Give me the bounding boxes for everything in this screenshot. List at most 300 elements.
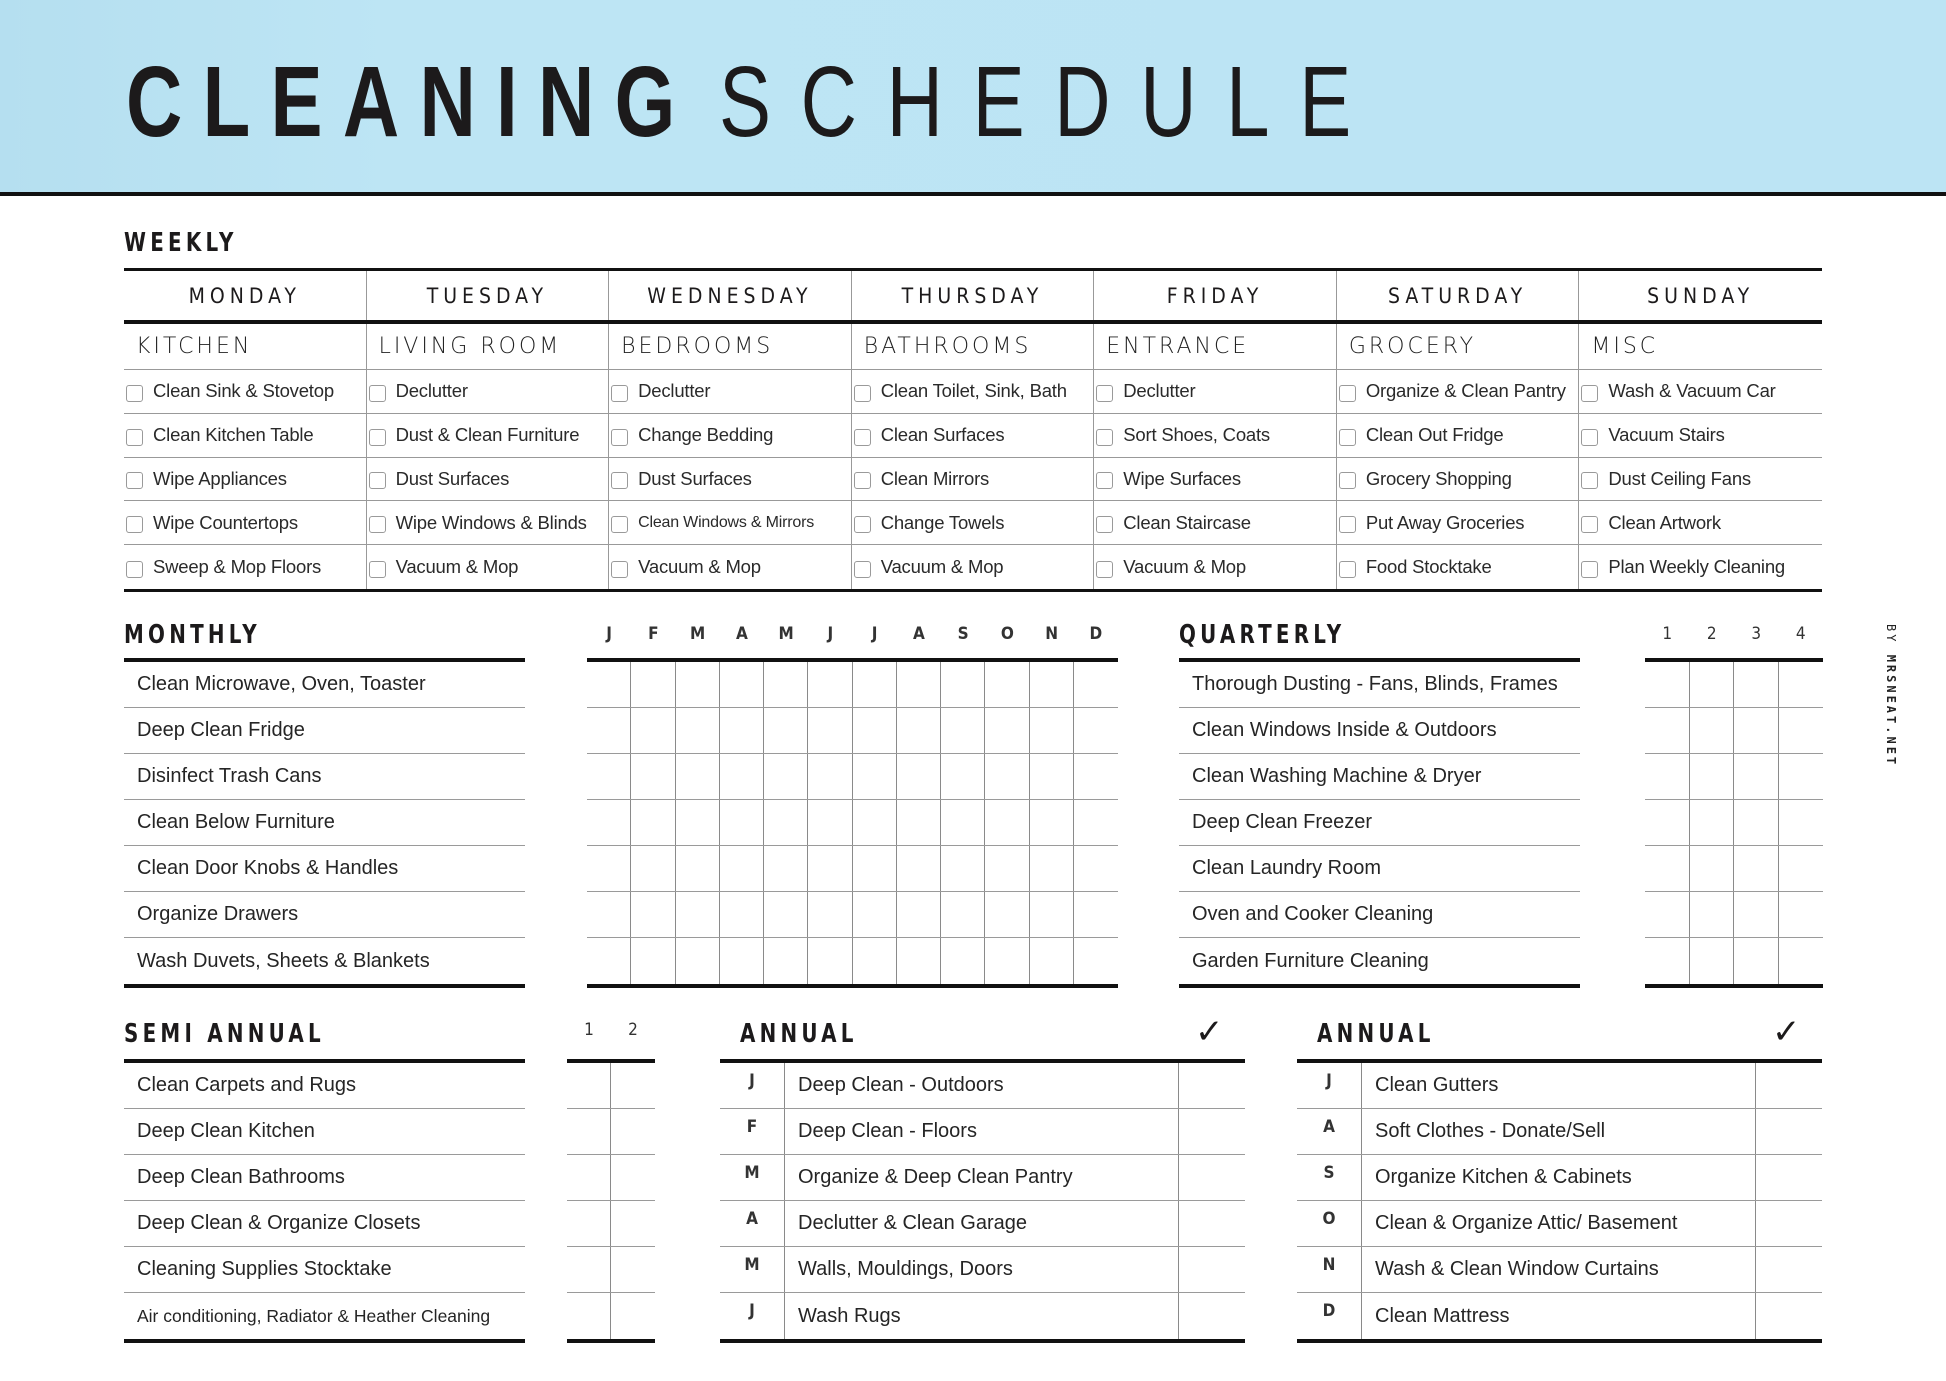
checkoff-cell[interactable] xyxy=(587,800,631,845)
day-label: WEDNESDAY xyxy=(647,283,813,308)
checkoff-cell[interactable] xyxy=(808,662,852,707)
category-label: BEDROOMS xyxy=(621,334,774,359)
checkoff-cell[interactable] xyxy=(611,1247,655,1292)
checkoff-cell[interactable] xyxy=(1690,662,1735,707)
checkoff-cell[interactable] xyxy=(1690,938,1735,984)
task-checkbox[interactable] xyxy=(854,385,871,402)
checkoff-cell[interactable] xyxy=(676,892,720,937)
checkoff-cell[interactable] xyxy=(764,846,808,891)
checkoff-cell[interactable] xyxy=(611,1063,655,1108)
task-checkbox[interactable] xyxy=(1581,385,1598,402)
task-checkbox[interactable] xyxy=(1339,429,1356,446)
category-cell xyxy=(1579,324,1822,369)
task-checkbox[interactable] xyxy=(369,385,386,402)
checkoff-cell[interactable] xyxy=(853,708,897,753)
checkoff-cell[interactable] xyxy=(720,800,764,845)
checkoff-cell[interactable] xyxy=(587,892,631,937)
checkoff-cell[interactable] xyxy=(853,938,897,984)
quarterly-checkoff-grid xyxy=(1645,658,1823,988)
checkoff-cell[interactable] xyxy=(611,1201,655,1246)
checkoff-cell[interactable] xyxy=(764,938,808,984)
task-label: Wash Rugs xyxy=(785,1293,1179,1339)
month-label: A xyxy=(720,1201,785,1246)
checkoff-cell[interactable] xyxy=(631,662,675,707)
list-item: Organize Drawers xyxy=(124,892,525,938)
task-label: Organize & Deep Clean Pantry xyxy=(785,1155,1179,1200)
task-cell xyxy=(609,545,852,589)
title-light-word: SCHEDULE xyxy=(718,46,1381,158)
checkoff-cell[interactable] xyxy=(985,662,1029,707)
list-item: Deep Clean & Organize Closets xyxy=(124,1201,525,1247)
checkoff-cell[interactable] xyxy=(587,662,631,707)
day-header-cell xyxy=(1094,271,1337,320)
annual-section-title-1: ANNUAL xyxy=(740,1019,858,1049)
checkoff-cell[interactable] xyxy=(587,846,631,891)
checkoff-cell[interactable] xyxy=(941,708,985,753)
list-item: Clean Door Knobs & Handles xyxy=(124,846,525,892)
checkoff-cell[interactable] xyxy=(985,938,1029,984)
task-label: Declutter xyxy=(1123,380,1196,402)
checkoff-cell[interactable] xyxy=(897,892,941,937)
task-cell xyxy=(367,458,610,501)
task-checkbox[interactable] xyxy=(126,472,143,489)
task-checkbox[interactable] xyxy=(854,516,871,533)
category-cell xyxy=(609,324,852,369)
checkoff-cell[interactable] xyxy=(985,754,1029,799)
semi-annual-labels xyxy=(567,1020,655,1040)
checkoff-cell[interactable] xyxy=(587,754,631,799)
category-cell xyxy=(1337,324,1580,369)
checkoff-cell[interactable] xyxy=(764,708,808,753)
table-row xyxy=(720,1155,1245,1201)
checkoff-cell[interactable] xyxy=(985,846,1029,891)
checkoff-cell[interactable] xyxy=(1690,846,1735,891)
task-checkbox[interactable] xyxy=(369,472,386,489)
check-cell[interactable] xyxy=(1179,1063,1245,1108)
checkoff-cell[interactable] xyxy=(1645,846,1690,891)
table-row xyxy=(1297,1109,1822,1155)
category-cell xyxy=(367,324,610,369)
task-checkbox[interactable] xyxy=(1581,429,1598,446)
task-label: Wipe Countertops xyxy=(153,511,298,533)
checkoff-cell[interactable] xyxy=(1074,800,1118,845)
checkoff-cell[interactable] xyxy=(1074,662,1118,707)
task-label: Wipe Windows & Blinds xyxy=(395,511,587,533)
grid-row xyxy=(567,1201,655,1247)
column-label: A xyxy=(735,624,748,644)
task-checkbox[interactable] xyxy=(1339,385,1356,402)
checkoff-cell[interactable] xyxy=(897,846,941,891)
category-label: KITCHEN xyxy=(136,334,253,359)
task-checkbox[interactable] xyxy=(611,429,628,446)
checkoff-cell[interactable] xyxy=(1030,708,1074,753)
grid-row xyxy=(1645,754,1823,800)
task-label: Dust Surfaces xyxy=(638,467,752,489)
checkoff-cell[interactable] xyxy=(1734,938,1779,984)
checkoff-cell[interactable] xyxy=(1690,754,1735,799)
checkoff-cell[interactable] xyxy=(1690,892,1735,937)
day-label: SATURDAY xyxy=(1388,283,1528,308)
checkoff-cell[interactable] xyxy=(1690,708,1735,753)
task-checkbox[interactable] xyxy=(126,516,143,533)
grid-row xyxy=(1645,846,1823,892)
checkoff-cell[interactable] xyxy=(1779,846,1824,891)
checkoff-cell[interactable] xyxy=(1074,892,1118,937)
checkoff-cell[interactable] xyxy=(1734,754,1779,799)
checkoff-cell[interactable] xyxy=(941,938,985,984)
checkoff-cell[interactable] xyxy=(631,938,675,984)
grid-row xyxy=(587,662,1118,708)
column-label: M xyxy=(778,624,794,644)
checkoff-cell[interactable] xyxy=(1779,938,1824,984)
checkoff-cell[interactable] xyxy=(720,662,764,707)
weekly-task-row xyxy=(124,501,1822,545)
checkoff-cell[interactable] xyxy=(1030,754,1074,799)
table-row xyxy=(720,1247,1245,1293)
grid-row xyxy=(587,708,1118,754)
task-label: Clean Surfaces xyxy=(880,424,1005,446)
column-label: F xyxy=(648,624,659,644)
checkoff-cell[interactable] xyxy=(1645,754,1690,799)
checkoff-cell[interactable] xyxy=(941,846,985,891)
column-label: J xyxy=(827,624,834,644)
day-label: MONDAY xyxy=(188,283,301,308)
checkoff-cell[interactable] xyxy=(764,892,808,937)
checkoff-cell[interactable] xyxy=(1734,800,1779,845)
checkoff-cell[interactable] xyxy=(676,846,720,891)
grid-row xyxy=(567,1063,655,1109)
checkoff-cell[interactable] xyxy=(1030,662,1074,707)
task-cell xyxy=(367,414,610,457)
list-item: Air conditioning, Radiator & Heather Cleaning xyxy=(137,1305,491,1326)
task-label: Sweep & Mop Floors xyxy=(153,556,322,578)
grid-row xyxy=(1645,938,1823,984)
task-cell xyxy=(1094,545,1337,589)
checkoff-cell[interactable] xyxy=(1645,800,1690,845)
column-label: 3 xyxy=(1751,624,1762,644)
checkoff-cell[interactable] xyxy=(1074,846,1118,891)
task-label: Walls, Mouldings, Doors xyxy=(785,1247,1179,1292)
task-cell xyxy=(367,370,610,413)
checkoff-cell[interactable] xyxy=(567,1063,611,1108)
grid-row xyxy=(1645,892,1823,938)
checkoff-cell[interactable] xyxy=(1074,754,1118,799)
annual-section-title-2: ANNUAL xyxy=(1317,1019,1435,1049)
checkoff-cell[interactable] xyxy=(1690,800,1735,845)
checkoff-cell[interactable] xyxy=(1030,938,1074,984)
table-row xyxy=(1297,1155,1822,1201)
check-cell[interactable] xyxy=(1179,1293,1245,1339)
task-label: Food Stocktake xyxy=(1365,556,1492,578)
checkoff-cell[interactable] xyxy=(1734,662,1779,707)
task-checkbox[interactable] xyxy=(1339,561,1356,578)
task-checkbox[interactable] xyxy=(126,561,143,578)
weekly-table xyxy=(124,268,1822,592)
task-checkbox[interactable] xyxy=(611,561,628,578)
task-checkbox[interactable] xyxy=(369,516,386,533)
checkoff-cell[interactable] xyxy=(764,662,808,707)
checkoff-cell[interactable] xyxy=(1779,754,1824,799)
checkoff-cell[interactable] xyxy=(1074,708,1118,753)
category-label: MISC xyxy=(1591,334,1659,359)
grid-row xyxy=(567,1293,655,1339)
list-item: Thorough Dusting - Fans, Blinds, Frames xyxy=(1179,662,1580,708)
task-checkbox[interactable] xyxy=(1096,385,1113,402)
task-cell xyxy=(124,370,367,413)
task-cell xyxy=(609,370,852,413)
checkoff-cell[interactable] xyxy=(676,800,720,845)
task-checkbox[interactable] xyxy=(1581,516,1598,533)
list-item: Clean Laundry Room xyxy=(1179,846,1580,892)
task-label: Clean Mirrors xyxy=(880,467,990,489)
checkoff-cell[interactable] xyxy=(611,1109,655,1154)
check-cell[interactable] xyxy=(1179,1155,1245,1200)
task-checkbox[interactable] xyxy=(1096,516,1113,533)
task-checkbox[interactable] xyxy=(1581,561,1598,578)
column-label: J xyxy=(871,624,878,644)
checkoff-cell[interactable] xyxy=(611,1155,655,1200)
checkoff-cell[interactable] xyxy=(1645,708,1690,753)
table-row xyxy=(720,1201,1245,1247)
checkoff-cell[interactable] xyxy=(941,800,985,845)
checkoff-cell[interactable] xyxy=(567,1109,611,1154)
checkoff-cell[interactable] xyxy=(941,892,985,937)
checkoff-cell[interactable] xyxy=(720,846,764,891)
checkoff-cell[interactable] xyxy=(587,708,631,753)
category-cell xyxy=(124,324,367,369)
checkoff-cell[interactable] xyxy=(985,800,1029,845)
checkoff-cell[interactable] xyxy=(985,892,1029,937)
task-label: Clean Artwork xyxy=(1608,511,1721,533)
grid-row xyxy=(587,892,1118,938)
task-cell xyxy=(1337,414,1580,457)
checkoff-cell[interactable] xyxy=(853,846,897,891)
task-cell xyxy=(1579,458,1822,501)
task-label: Deep Clean - Floors xyxy=(785,1109,1179,1154)
check-cell[interactable] xyxy=(1179,1247,1245,1292)
grid-row xyxy=(1645,662,1823,708)
checkoff-cell[interactable] xyxy=(567,1155,611,1200)
checkoff-cell[interactable] xyxy=(1779,708,1824,753)
grid-row xyxy=(587,846,1118,892)
checkoff-cell[interactable] xyxy=(808,754,852,799)
credit-text xyxy=(1884,624,1898,767)
task-checkbox[interactable] xyxy=(126,385,143,402)
task-cell xyxy=(1094,414,1337,457)
task-cell xyxy=(609,501,852,544)
table-row xyxy=(720,1293,1245,1339)
check-cell[interactable] xyxy=(1756,1201,1822,1246)
task-label: Organize Kitchen & Cabinets xyxy=(1362,1155,1756,1200)
checkoff-cell[interactable] xyxy=(720,938,764,984)
checkoff-cell[interactable] xyxy=(567,1293,611,1339)
column-label: 1 xyxy=(584,1020,594,1040)
check-cell[interactable] xyxy=(1756,1293,1822,1339)
weekly-task-rows xyxy=(124,370,1822,589)
checkoff-cell[interactable] xyxy=(1779,892,1824,937)
task-label: Clean Mattress xyxy=(1362,1293,1756,1339)
checkoff-cell[interactable] xyxy=(764,754,808,799)
task-checkbox[interactable] xyxy=(611,385,628,402)
grid-row xyxy=(587,800,1118,846)
task-label: Put Away Groceries xyxy=(1365,511,1525,533)
task-cell xyxy=(852,545,1095,589)
task-checkbox[interactable] xyxy=(611,516,628,533)
checkoff-cell[interactable] xyxy=(631,708,675,753)
task-label: Sort Shoes, Coats xyxy=(1123,424,1270,446)
checkmark-icon: ✓ xyxy=(1772,1012,1801,1052)
checkoff-cell[interactable] xyxy=(897,708,941,753)
checkoff-cell[interactable] xyxy=(676,662,720,707)
task-checkbox[interactable] xyxy=(854,472,871,489)
checkoff-cell[interactable] xyxy=(1645,938,1690,984)
check-cell[interactable] xyxy=(1756,1155,1822,1200)
month-label: O xyxy=(1297,1201,1362,1246)
checkoff-cell[interactable] xyxy=(720,708,764,753)
grid-row xyxy=(567,1155,655,1201)
checkoff-cell[interactable] xyxy=(1074,938,1118,984)
checkoff-cell[interactable] xyxy=(1734,892,1779,937)
annual-table-1 xyxy=(720,1059,1245,1343)
list-item: Disinfect Trash Cans xyxy=(124,754,525,800)
task-label: Vacuum & Mop xyxy=(638,556,761,578)
checkoff-cell[interactable] xyxy=(1030,892,1074,937)
checkoff-cell[interactable] xyxy=(808,938,852,984)
checkoff-cell[interactable] xyxy=(676,708,720,753)
task-checkbox[interactable] xyxy=(1096,429,1113,446)
task-checkbox[interactable] xyxy=(1339,472,1356,489)
column-label: 2 xyxy=(628,1020,638,1040)
task-checkbox[interactable] xyxy=(126,429,143,446)
task-cell xyxy=(124,501,367,544)
checkoff-cell[interactable] xyxy=(567,1247,611,1292)
day-label: SUNDAY xyxy=(1647,283,1755,308)
task-checkbox[interactable] xyxy=(1339,516,1356,533)
checkoff-cell[interactable] xyxy=(853,892,897,937)
task-label: Clean Gutters xyxy=(1362,1063,1756,1108)
list-item: Clean Windows Inside & Outdoors xyxy=(1179,708,1580,754)
checkoff-cell[interactable] xyxy=(631,846,675,891)
checkoff-cell[interactable] xyxy=(611,1293,655,1339)
month-label: F xyxy=(720,1109,785,1154)
checkoff-cell[interactable] xyxy=(853,754,897,799)
day-label: FRIDAY xyxy=(1166,283,1264,308)
task-checkbox[interactable] xyxy=(369,561,386,578)
checkoff-cell[interactable] xyxy=(587,938,631,984)
task-checkbox[interactable] xyxy=(854,561,871,578)
task-label: Organize & Clean Pantry xyxy=(1365,380,1566,402)
checkoff-cell[interactable] xyxy=(567,1201,611,1246)
task-label: Soft Clothes - Donate/Sell xyxy=(1362,1109,1756,1154)
list-item: Clean Carpets and Rugs xyxy=(124,1063,525,1109)
table-row xyxy=(1297,1063,1822,1109)
checkoff-cell[interactable] xyxy=(985,708,1029,753)
checkoff-cell[interactable] xyxy=(676,754,720,799)
checkoff-cell[interactable] xyxy=(720,892,764,937)
checkoff-cell[interactable] xyxy=(631,800,675,845)
checkoff-cell[interactable] xyxy=(1734,846,1779,891)
checkoff-cell[interactable] xyxy=(808,892,852,937)
checkoff-cell[interactable] xyxy=(631,754,675,799)
check-cell[interactable] xyxy=(1179,1109,1245,1154)
check-cell[interactable] xyxy=(1756,1109,1822,1154)
checkoff-cell[interactable] xyxy=(897,662,941,707)
checkoff-cell[interactable] xyxy=(853,662,897,707)
checkmark-icon: ✓ xyxy=(1195,1012,1224,1052)
monthly-checkoff-grid xyxy=(587,658,1118,988)
category-cell xyxy=(1094,324,1337,369)
list-item: Deep Clean Bathrooms xyxy=(124,1155,525,1201)
check-cell[interactable] xyxy=(1179,1201,1245,1246)
checkoff-cell[interactable] xyxy=(764,800,808,845)
month-label: J xyxy=(720,1293,785,1339)
task-cell xyxy=(1579,545,1822,589)
checkoff-cell[interactable] xyxy=(808,708,852,753)
quarterly-section-title: QUARTERLY xyxy=(1179,620,1346,650)
checkoff-cell[interactable] xyxy=(941,662,985,707)
check-cell[interactable] xyxy=(1756,1247,1822,1292)
checkoff-cell[interactable] xyxy=(676,938,720,984)
task-checkbox[interactable] xyxy=(1581,472,1598,489)
task-label: Dust Ceiling Fans xyxy=(1608,467,1751,489)
task-cell xyxy=(124,545,367,589)
checkoff-cell[interactable] xyxy=(1734,708,1779,753)
checkoff-cell[interactable] xyxy=(1779,662,1824,707)
task-cell xyxy=(367,545,610,589)
checkoff-cell[interactable] xyxy=(853,800,897,845)
day-label: THURSDAY xyxy=(901,283,1044,308)
category-cell xyxy=(852,324,1095,369)
checkoff-cell[interactable] xyxy=(720,754,764,799)
month-label: S xyxy=(1297,1155,1362,1200)
day-header-cell xyxy=(1337,271,1580,320)
header-banner xyxy=(0,0,1946,196)
checkoff-cell[interactable] xyxy=(1645,662,1690,707)
task-checkbox[interactable] xyxy=(1096,561,1113,578)
task-checkbox[interactable] xyxy=(854,429,871,446)
day-label: TUESDAY xyxy=(426,283,548,308)
checkoff-cell[interactable] xyxy=(1645,892,1690,937)
checkoff-cell[interactable] xyxy=(897,800,941,845)
task-label: Vacuum & Mop xyxy=(1123,556,1246,578)
list-item: Deep Clean Freezer xyxy=(1179,800,1580,846)
task-cell xyxy=(852,370,1095,413)
month-label: D xyxy=(1297,1293,1362,1339)
checkoff-cell[interactable] xyxy=(897,938,941,984)
task-checkbox[interactable] xyxy=(1096,472,1113,489)
page-title xyxy=(126,46,1381,158)
checkoff-cell[interactable] xyxy=(808,846,852,891)
column-label: 1 xyxy=(1662,624,1673,644)
column-label: N xyxy=(1045,624,1059,644)
checkoff-cell[interactable] xyxy=(1779,800,1824,845)
month-label: J xyxy=(720,1063,785,1108)
task-checkbox[interactable] xyxy=(611,472,628,489)
checkoff-cell[interactable] xyxy=(1030,800,1074,845)
category-label: GROCERY xyxy=(1348,334,1477,359)
checkoff-cell[interactable] xyxy=(631,892,675,937)
checkoff-cell[interactable] xyxy=(897,754,941,799)
task-cell xyxy=(852,458,1095,501)
column-label: 2 xyxy=(1706,624,1717,644)
weekly-task-row xyxy=(124,370,1822,414)
check-cell[interactable] xyxy=(1756,1063,1822,1108)
checkoff-cell[interactable] xyxy=(808,800,852,845)
checkoff-cell[interactable] xyxy=(941,754,985,799)
task-cell xyxy=(124,414,367,457)
checkoff-cell[interactable] xyxy=(1030,846,1074,891)
task-checkbox[interactable] xyxy=(369,429,386,446)
